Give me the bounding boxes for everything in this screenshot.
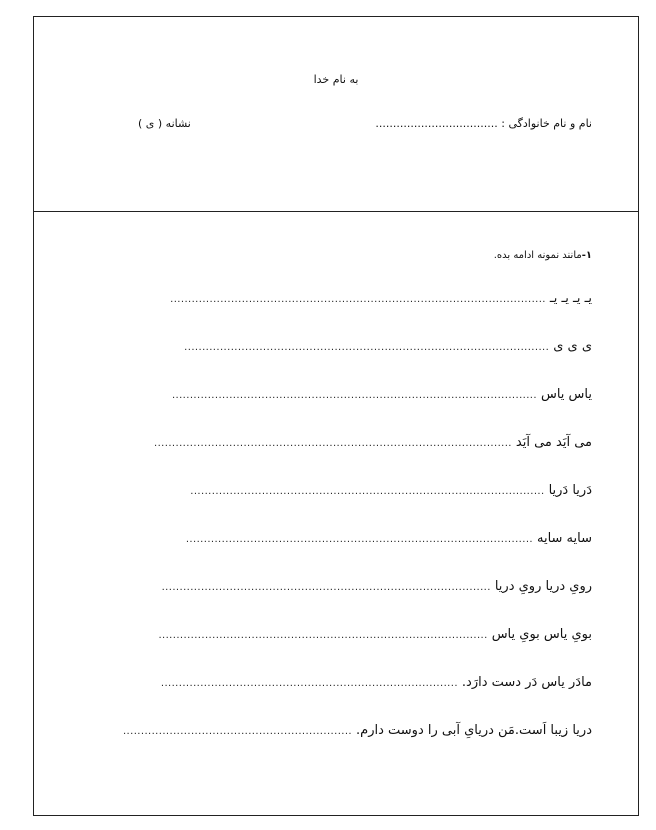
exercise-sample: دریا زیبا اَست.مَن دریایِ آبی را دوست دارم. [356,723,592,738]
worksheet-page [33,16,639,816]
student-name-row [375,117,592,130]
instruction [494,250,592,261]
exercise-sample: دَریا دَریا [548,483,592,498]
exercise-line [190,483,592,498]
exercise-line [186,531,592,546]
exercise-sample: بویِ یاس بویِ یاس [491,627,592,642]
exercise-line [158,627,592,642]
exercise-answer-dots: .................................................................................................... [154,438,512,449]
exercise-answer-dots: ............................................................................................ [161,582,491,593]
exercise-answer-dots: ...................................................................................................... [184,342,550,353]
exercise-answer-dots: ...................................................................................................... [171,390,537,401]
letter-sign-label: نشانه ( ی ) [138,117,191,130]
student-name-label: نام و نام خانوادگی : [501,117,592,130]
exercise-sample: سایه سایه [536,531,592,546]
instruction-text: مانند نمونه ادامه بده. [493,250,582,261]
exercise-answer-dots: ................................................................................... [160,678,458,689]
exercise-sample: می آیَد می آیَد [515,435,592,450]
page-title: به نام خدا [313,73,359,86]
exercise-answer-dots: ................................................................ [122,726,353,737]
exercise-answer-dots: ................................................................................................... [190,486,545,497]
exercise-sample: یـ یـ یـ یـ [549,291,592,306]
instruction-number: ۱- [581,250,592,261]
exercise-line [172,387,592,402]
exercise-line [161,675,592,690]
exercise-answer-dots: ............................................................................................ [158,630,488,641]
exercise-sample: یاس یاس [540,387,592,402]
exercise-line [154,435,592,450]
exercise-line [184,339,592,354]
exercise-line [162,579,592,594]
student-name-dots: ................................... [375,117,498,130]
header-divider [34,211,638,212]
exercise-answer-dots: ................................................................................................. [185,534,533,545]
exercise-answer-dots: ......................................................................................................... [170,294,546,305]
exercise-sample: ی ی ی [553,339,592,354]
exercise-line [170,291,592,306]
exercise-line [123,723,592,738]
exercise-sample: رویِ دریا رویِ دریا [494,579,592,594]
exercise-sample: مادَر یاس دَر دست دارَد. [461,675,592,690]
